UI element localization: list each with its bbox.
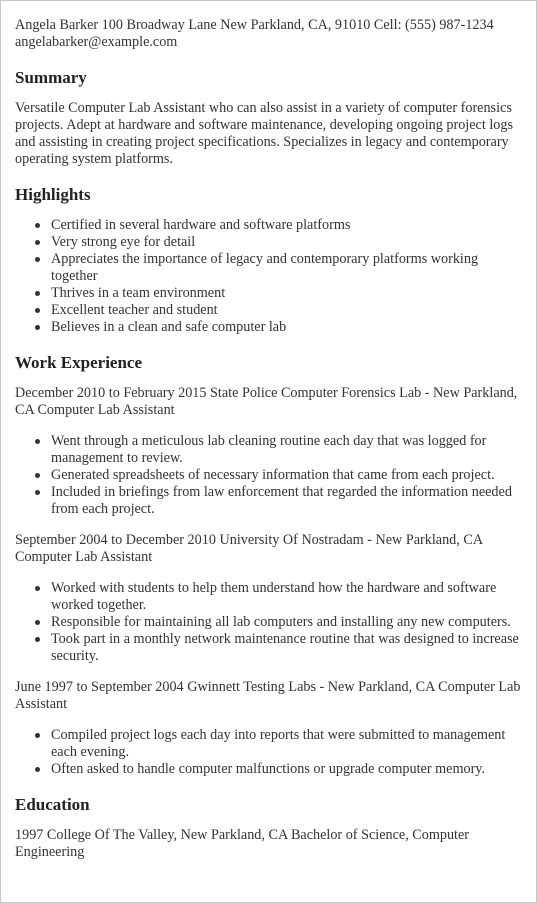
list-item: Appreciates the importance of legacy and contemporary platforms working together bbox=[51, 251, 523, 285]
summary-text: Versatile Computer Lab Assistant who can also assist in a variety of computer forensics projects. Adept at hardware and software maintenance, developing ongoing project logs and assisting in creating project specifications. Specializes in legacy and contemporary operating system platforms. bbox=[15, 100, 513, 167]
summary-heading: Summary bbox=[15, 68, 87, 87]
education-heading: Education bbox=[15, 795, 90, 814]
contact-email: angelabarker@example.com bbox=[15, 34, 178, 50]
education-text: 1997 College Of The Valley, New Parkland, CA Bachelor of Science, Computer Engineering bbox=[15, 827, 470, 860]
job-entry bbox=[15, 679, 523, 778]
highlights-heading: Highlights bbox=[15, 185, 91, 204]
list-item: Responsible for maintaining all lab computers and installing any new computers. bbox=[51, 614, 523, 631]
job-entry bbox=[15, 385, 523, 518]
job-entry bbox=[15, 532, 523, 665]
list-item: Went through a meticulous lab cleaning routine each day that was logged for management to review. bbox=[51, 433, 523, 467]
contact-block bbox=[15, 17, 523, 51]
list-item: Certified in several hardware and software platforms bbox=[51, 217, 523, 234]
education-section bbox=[15, 795, 523, 861]
job-title: September 2004 to December 2010 University Of Nostradam - New Parkland, CA Computer Lab Assistant bbox=[15, 532, 483, 565]
highlights-list bbox=[15, 217, 523, 336]
list-item: Thrives in a team environment bbox=[51, 285, 523, 302]
resume-document bbox=[15, 17, 523, 861]
work-experience-section bbox=[15, 353, 523, 778]
job-title: June 1997 to September 2004 Gwinnett Testing Labs - New Parkland, CA Computer Lab Assistant bbox=[15, 679, 521, 712]
list-item: Worked with students to help them understand how the hardware and software worked together. bbox=[51, 580, 523, 614]
list-item: Often asked to handle computer malfunctions or upgrade computer memory. bbox=[51, 761, 523, 778]
list-item: Took part in a monthly network maintenance routine that was designed to increase security. bbox=[51, 631, 523, 665]
job-duties-list bbox=[15, 433, 523, 518]
highlights-section bbox=[15, 185, 523, 336]
list-item: Included in briefings from law enforcement that regarded the information needed from each project. bbox=[51, 484, 523, 518]
contact-address-line: Angela Barker 100 Broadway Lane New Parkland, CA, 91010 Cell: (555) 987-1234 bbox=[15, 17, 494, 33]
job-title: December 2010 to February 2015 State Police Computer Forensics Lab - New Parkland, CA Computer Lab Assistant bbox=[15, 385, 518, 418]
list-item: Excellent teacher and student bbox=[51, 302, 523, 319]
summary-section bbox=[15, 68, 523, 168]
work-experience-heading: Work Experience bbox=[15, 353, 143, 372]
list-item: Generated spreadsheets of necessary information that came from each project. bbox=[51, 467, 523, 484]
job-duties-list bbox=[15, 580, 523, 665]
list-item: Compiled project logs each day into reports that were submitted to management each evening. bbox=[51, 727, 523, 761]
job-duties-list bbox=[15, 727, 523, 778]
list-item: Believes in a clean and safe computer lab bbox=[51, 319, 523, 336]
list-item: Very strong eye for detail bbox=[51, 234, 523, 251]
